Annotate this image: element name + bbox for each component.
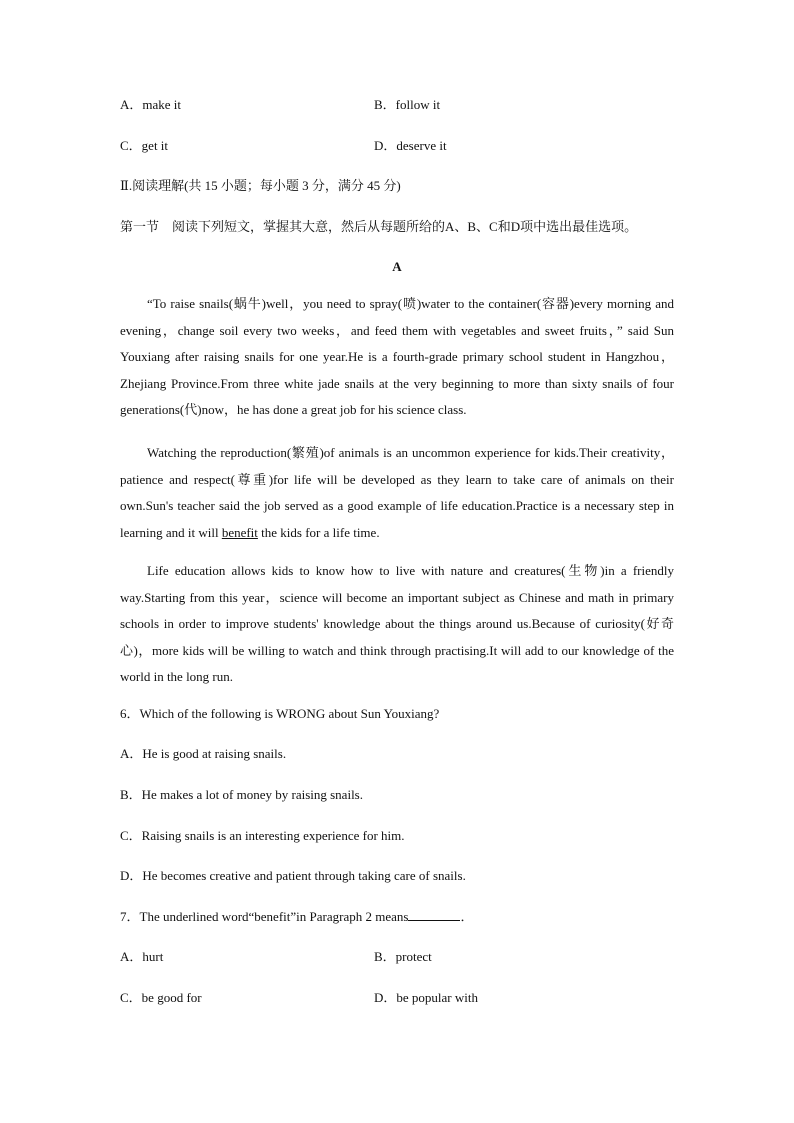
q7-answer-blank — [408, 908, 460, 921]
q6-option-b: B．He makes a lot of money by raising snails. — [120, 787, 363, 802]
q5-option-a: A．make it — [120, 97, 182, 112]
q7-option-c: C．be good for — [120, 990, 202, 1005]
paragraph-3-text: Life education allows kids to know how to live with nature and creatures(生物)in a friendly way.Starting from this year，science will become an important subject as Chinese and math in primary schools in order to improve students' knowledge about the things around us.Because of curiosity(好奇心)，more kids will be willing to watch and think through practising.It will add to our knowledge of the world in the long run. — [120, 563, 674, 684]
q6-option-a: A．He is good at raising snails. — [120, 746, 287, 761]
q7-option-b: B．protect — [374, 949, 432, 964]
q7-option-d: D．be popular with — [374, 990, 478, 1005]
q7-stem-text: 7．The underlined word“benefit”in Paragraph 2 means — [120, 909, 409, 924]
q6-option-c: C．Raising snails is an interesting experience for him. — [120, 828, 405, 843]
q5-option-c: C．get it — [120, 138, 169, 153]
q7-stem — [120, 908, 473, 926]
section-header: Ⅱ.阅读理解(共 15 小题；每小题 3 分，满分 45 分) — [120, 178, 401, 193]
paragraph-2-before: Watching the reproduction(繁殖)of animals is an uncommon experience for kids.Their creativity，patience and respect(尊重)for life will be developed as they learn to take care of animals on their own.Sun's teacher said the job served as a good example of life education.Practice is a necessary step in learning and it will — [120, 445, 674, 540]
underlined-word-benefit: benefit — [221, 524, 258, 540]
q5-option-b: B．follow it — [374, 97, 441, 112]
passage-label: A — [392, 259, 402, 274]
q7-option-a: A．hurt — [120, 949, 164, 964]
q7-stem-end: ． — [460, 909, 474, 924]
paragraph-2-after: the kids for a life time. — [257, 524, 380, 540]
paragraph-1 — [120, 291, 674, 424]
section-instructions: 第一节 阅读下列短文，掌握其大意，然后从每题所给的A、B、C和D项中选出最佳选项。 — [120, 219, 638, 234]
q6-option-d: D．He becomes creative and patient through taking care of snails. — [120, 868, 466, 883]
q5-option-d: D．deserve it — [374, 138, 447, 153]
paragraph-1-text: “To raise snails(蜗牛)well，you need to spray(喷)water to the container(容器)every morning and evening，change soil every two weeks，and feed them with vegetables and sweet fruits，” said Sun Youxiang after raising snails for one year.He is a fourth-grade primary school student in Hangzhou，Zhejiang Province.From three white jade snails at the very beginning to more than sixty snails of four generations(代)now，he has done a great job for his science class. — [120, 296, 674, 417]
q6-stem: 6．Which of the following is WRONG about Sun Youxiang? — [120, 706, 440, 721]
paragraph-3 — [120, 558, 674, 691]
paragraph-2 — [120, 440, 674, 546]
paragraph-2-text — [120, 440, 674, 546]
